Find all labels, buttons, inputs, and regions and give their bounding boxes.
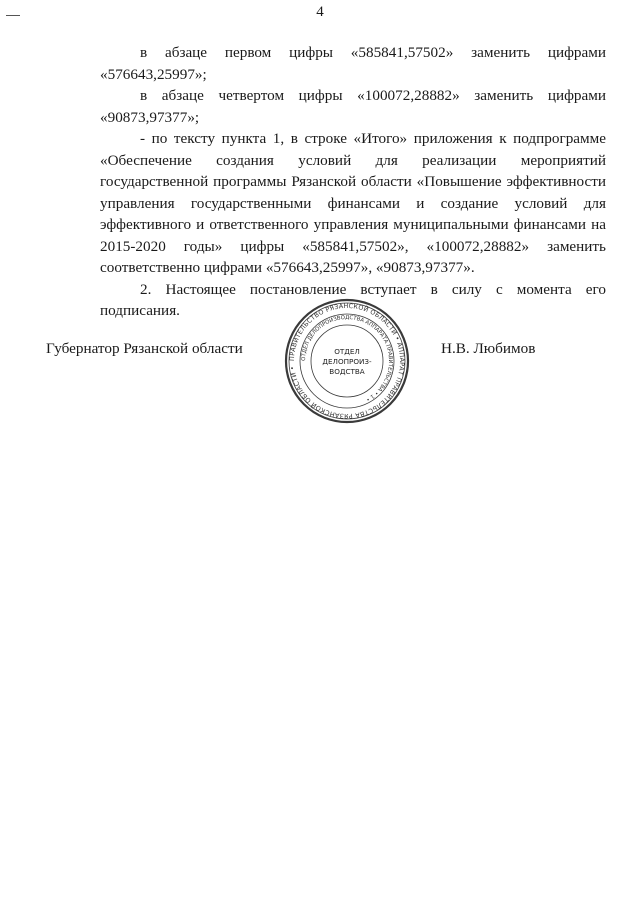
paragraph-2: в абзаце четвертом цифры «100072,28882» заменить цифрами «90873,97377»; — [100, 87, 606, 126]
paragraph-1: в абзаце первом цифры «585841,57502» заменить цифрами «576643,25997»; — [100, 44, 606, 83]
seal-inner-text: ОТДЕЛ ДЕЛОПРОИЗВОДСТВА АППАРАТА ПРАВИТЕЛЬСТВА • 1 • — [300, 314, 394, 403]
seal-outer-text: ПРАВИТЕЛЬСТВО РЯЗАНСКОЙ ОБЛАСТИ • АППАРАТ ПРАВИТЕЛЬСТВА РЯЗАНСКОЙ ОБЛАСТИ • — [287, 301, 407, 421]
document-body — [100, 42, 606, 322]
paragraph-3: - по тексту пункта 1, в строке «Итого» приложения к подпрограмме «Обеспечение создания условий для реализации мероприятий государственной программы Рязанской области «Повышение эффективности управления государственными финансами и создание условий для эффективного и ответственного управления муниципальными финансами на 2015-2020 годы» цифры «585841,57502», «100072,28882» заменить соответственно цифрами «576643,25997», «90873,97377». — [100, 130, 606, 276]
page-number: 4 — [316, 4, 324, 20]
signatory-title: Губернатор Рязанской области — [46, 340, 243, 357]
signatory-name: Н.В. Любимов — [441, 340, 536, 357]
official-seal — [284, 298, 410, 424]
seal-center-line-3: ВОДСТВА — [329, 367, 365, 376]
seal-center-line-1: ОТДЕЛ — [334, 347, 360, 356]
seal-center-line-2: ДЕЛОПРОИЗ- — [322, 357, 372, 366]
paragraph-4: 2. Настоящее постановление вступает в силу с момента его подписания. — [100, 280, 606, 319]
